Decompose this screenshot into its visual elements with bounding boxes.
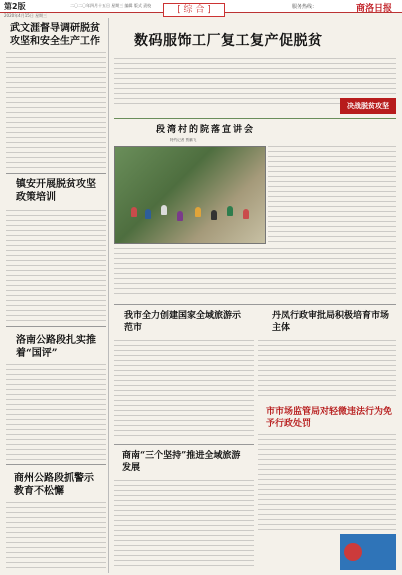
body-text-column xyxy=(268,146,396,242)
rule xyxy=(114,118,396,119)
headline-left-bottom1: 洛南公路段扎实推着“国评” xyxy=(16,335,96,359)
body-text-center-mid xyxy=(114,340,254,440)
rule xyxy=(114,444,254,445)
headline-left-mid: 镇安开展脱贫攻坚政策培训 xyxy=(16,179,96,203)
headline-left-top: 武文涯督导调研脱贫攻坚和安全生产工作 xyxy=(10,23,100,47)
body-text-left-top xyxy=(6,52,106,170)
body-text-center-low xyxy=(114,480,254,570)
masthead-right: 服务热线： xyxy=(292,4,318,10)
body-text-column-cont xyxy=(114,248,396,298)
ad-logo-icon xyxy=(344,543,362,561)
headline-right-low: 市市场监管局对轻微违法行为免予行政处罚 xyxy=(266,407,393,429)
headline-center-mid: 我市全力创建国家全域旅游示范市 xyxy=(124,311,242,333)
body-text-left-mid xyxy=(6,210,106,322)
rule xyxy=(114,304,396,305)
rule xyxy=(6,464,106,465)
headline-right-mid: 丹凤行政审批局积极培育市场主体 xyxy=(272,311,390,333)
body-text-left-bottom2 xyxy=(6,502,106,570)
advertisement xyxy=(340,534,396,570)
body-text-left-bottom1 xyxy=(6,364,106,460)
rule xyxy=(6,326,106,327)
headline-center-low: 商南“三个坚持”推进全域旅游发展 xyxy=(122,451,241,473)
section-label: [ 综 合 ] xyxy=(163,3,225,17)
body-text-right-low xyxy=(258,434,396,530)
campaign-badge: 决战脱贫攻坚 xyxy=(340,98,396,114)
top-links: 二〇二〇年四月十五日 星期三 编辑 版式 责校 xyxy=(70,3,152,8)
newspaper-name: 商洛日报 xyxy=(356,4,393,14)
column-divider xyxy=(108,18,109,573)
column-banner: 段湾村的院落宣讲会 xyxy=(156,125,256,135)
page-number: 第2版 xyxy=(4,2,26,11)
village-meeting-photo xyxy=(114,146,266,244)
headline-left-bottom2: 商州公路段抓警示教育不松懈 xyxy=(14,473,94,497)
column-byline: 特约记者 贾鹏飞 xyxy=(170,138,197,142)
body-text-right-mid xyxy=(258,340,396,400)
rule xyxy=(6,173,106,174)
headline-lead: 数码服饰工厂复工复产促脱贫 xyxy=(134,33,323,49)
issue-date: 2020年4月15日 星期三 xyxy=(4,13,48,18)
